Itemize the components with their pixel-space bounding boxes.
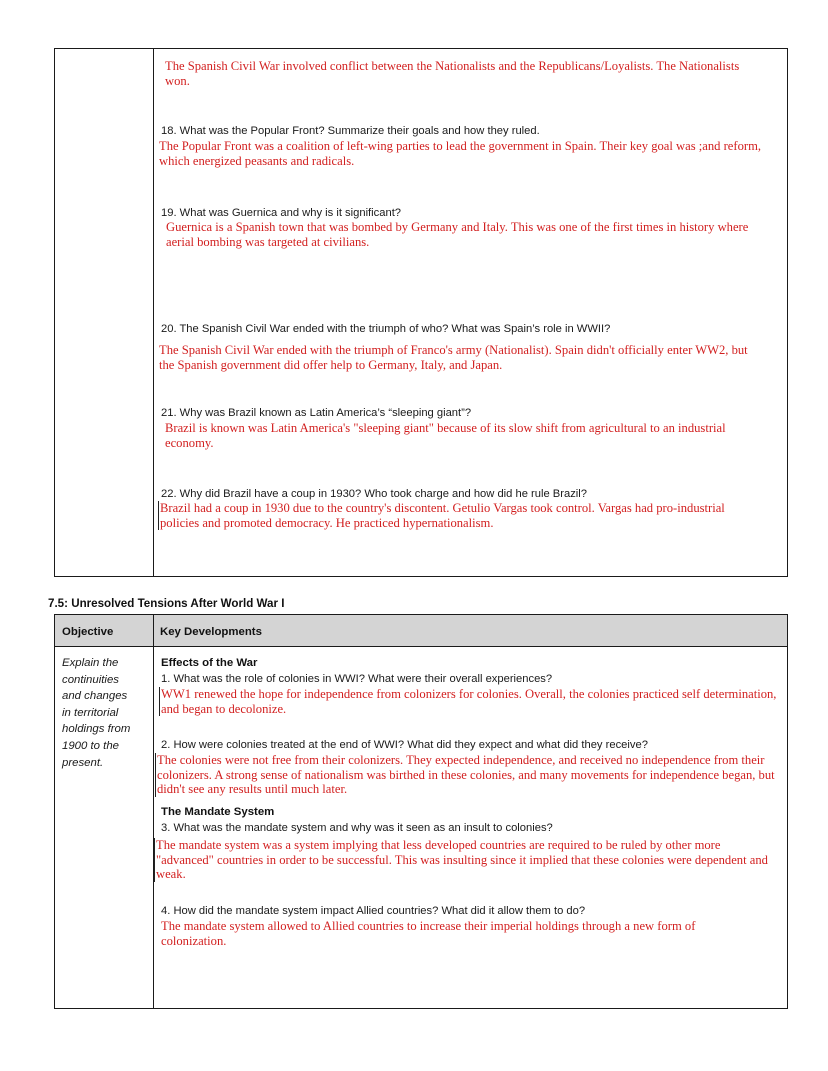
objective-text [62, 655, 130, 771]
question-22: 22. Why did Brazil have a coup in 1930? Who took charge and how did he rule Brazil? [161, 488, 587, 500]
answer-21: Brazil is known was Latin America's "sleeping giant" because of its slow shift from agricultural to an industrial economy. [165, 421, 726, 450]
answer-1: WW1 renewed the hope for independence from colonizers for colonies. Overall, the colonies practiced self determination, and began to decolonize. [159, 687, 779, 716]
answer-17: The Spanish Civil War involved conflict between the Nationalists and the Republicans/Loyalists. The Nationalists won. [165, 59, 740, 88]
answer-19: Guernica is a Spanish town that was bombed by Germany and Italy. This was one of the first times in history where aerial bombing was targeted at civilians. [166, 220, 749, 249]
answer-2: The colonies were not free from their colonizers. They expected independence, and received no independence from their colonizers. A strong sense of nationalism was birthed in these colonies, and many movements for independence began, but didn't see any results until much later. [155, 753, 785, 797]
question-20: 20. The Spanish Civil War ended with the triumph of who? What was Spain’s role in WWII? [161, 323, 611, 335]
objective-line: present. [62, 756, 104, 769]
objective-line: continuities [62, 673, 119, 686]
top-table-divider [153, 48, 154, 577]
question-3: 3. What was the mandate system and why was it seen as an insult to colonies? [161, 822, 553, 834]
question-19: 19. What was Guernica and why is it significant? [161, 207, 402, 219]
objective-line: Explain the [62, 657, 119, 669]
objective-line: 1900 to the [62, 739, 120, 752]
answer-4: The mandate system allowed to Allied countries to increase their imperial holdings through a new form of colonization. [161, 919, 696, 948]
header-divider [54, 646, 788, 647]
answer-20: The Spanish Civil War ended with the triumph of Franco's army (Nationalist). Spain didn't officially enter WW2, but the Spanish government did offer help to Germany, Italy, and Japan. [159, 343, 748, 372]
question-21: 21. Why was Brazil known as Latin America’s “sleeping giant”? [161, 407, 472, 419]
heading-effects-of-the-war: Effects of the War [161, 657, 258, 669]
bottom-table-divider [153, 614, 154, 1009]
heading-mandate-system: The Mandate System [161, 806, 275, 818]
answer-22: Brazil had a coup in 1930 due to the country's discontent. Getulio Vargas took control. Vargas had pro-industrial policies and promoted democracy. He practiced hypernationalism. [158, 501, 760, 530]
header-objective: Objective [62, 626, 114, 638]
objective-line: in territorial [62, 706, 119, 719]
answer-3: The mandate system was a system implying that less developed countries are required to be ruled by other more "advanced" countries in order to be successful. This was insulting since it implied that these colonies were dependent and weak. [154, 838, 776, 882]
answer-18: The Popular Front was a coalition of left-wing parties to lead the government in Spain. Their key goal was ;and reform, which energized peasants and radicals. [159, 139, 762, 168]
header-key-developments: Key Developments [160, 626, 262, 638]
question-2: 2. How were colonies treated at the end of WWI? What did they expect and what did they receive? [161, 739, 648, 751]
objective-line: and changes [62, 690, 128, 703]
question-1: 1. What was the role of colonies in WWI? What were their overall experiences? [161, 673, 553, 685]
question-4: 4. How did the mandate system impact Allied countries? What did it allow them to do? [161, 905, 586, 917]
section-title: 7.5: Unresolved Tensions After World War I [48, 597, 285, 610]
objective-line: holdings from [62, 723, 131, 736]
question-18: 18. What was the Popular Front? Summarize their goals and how they ruled. [161, 125, 540, 137]
